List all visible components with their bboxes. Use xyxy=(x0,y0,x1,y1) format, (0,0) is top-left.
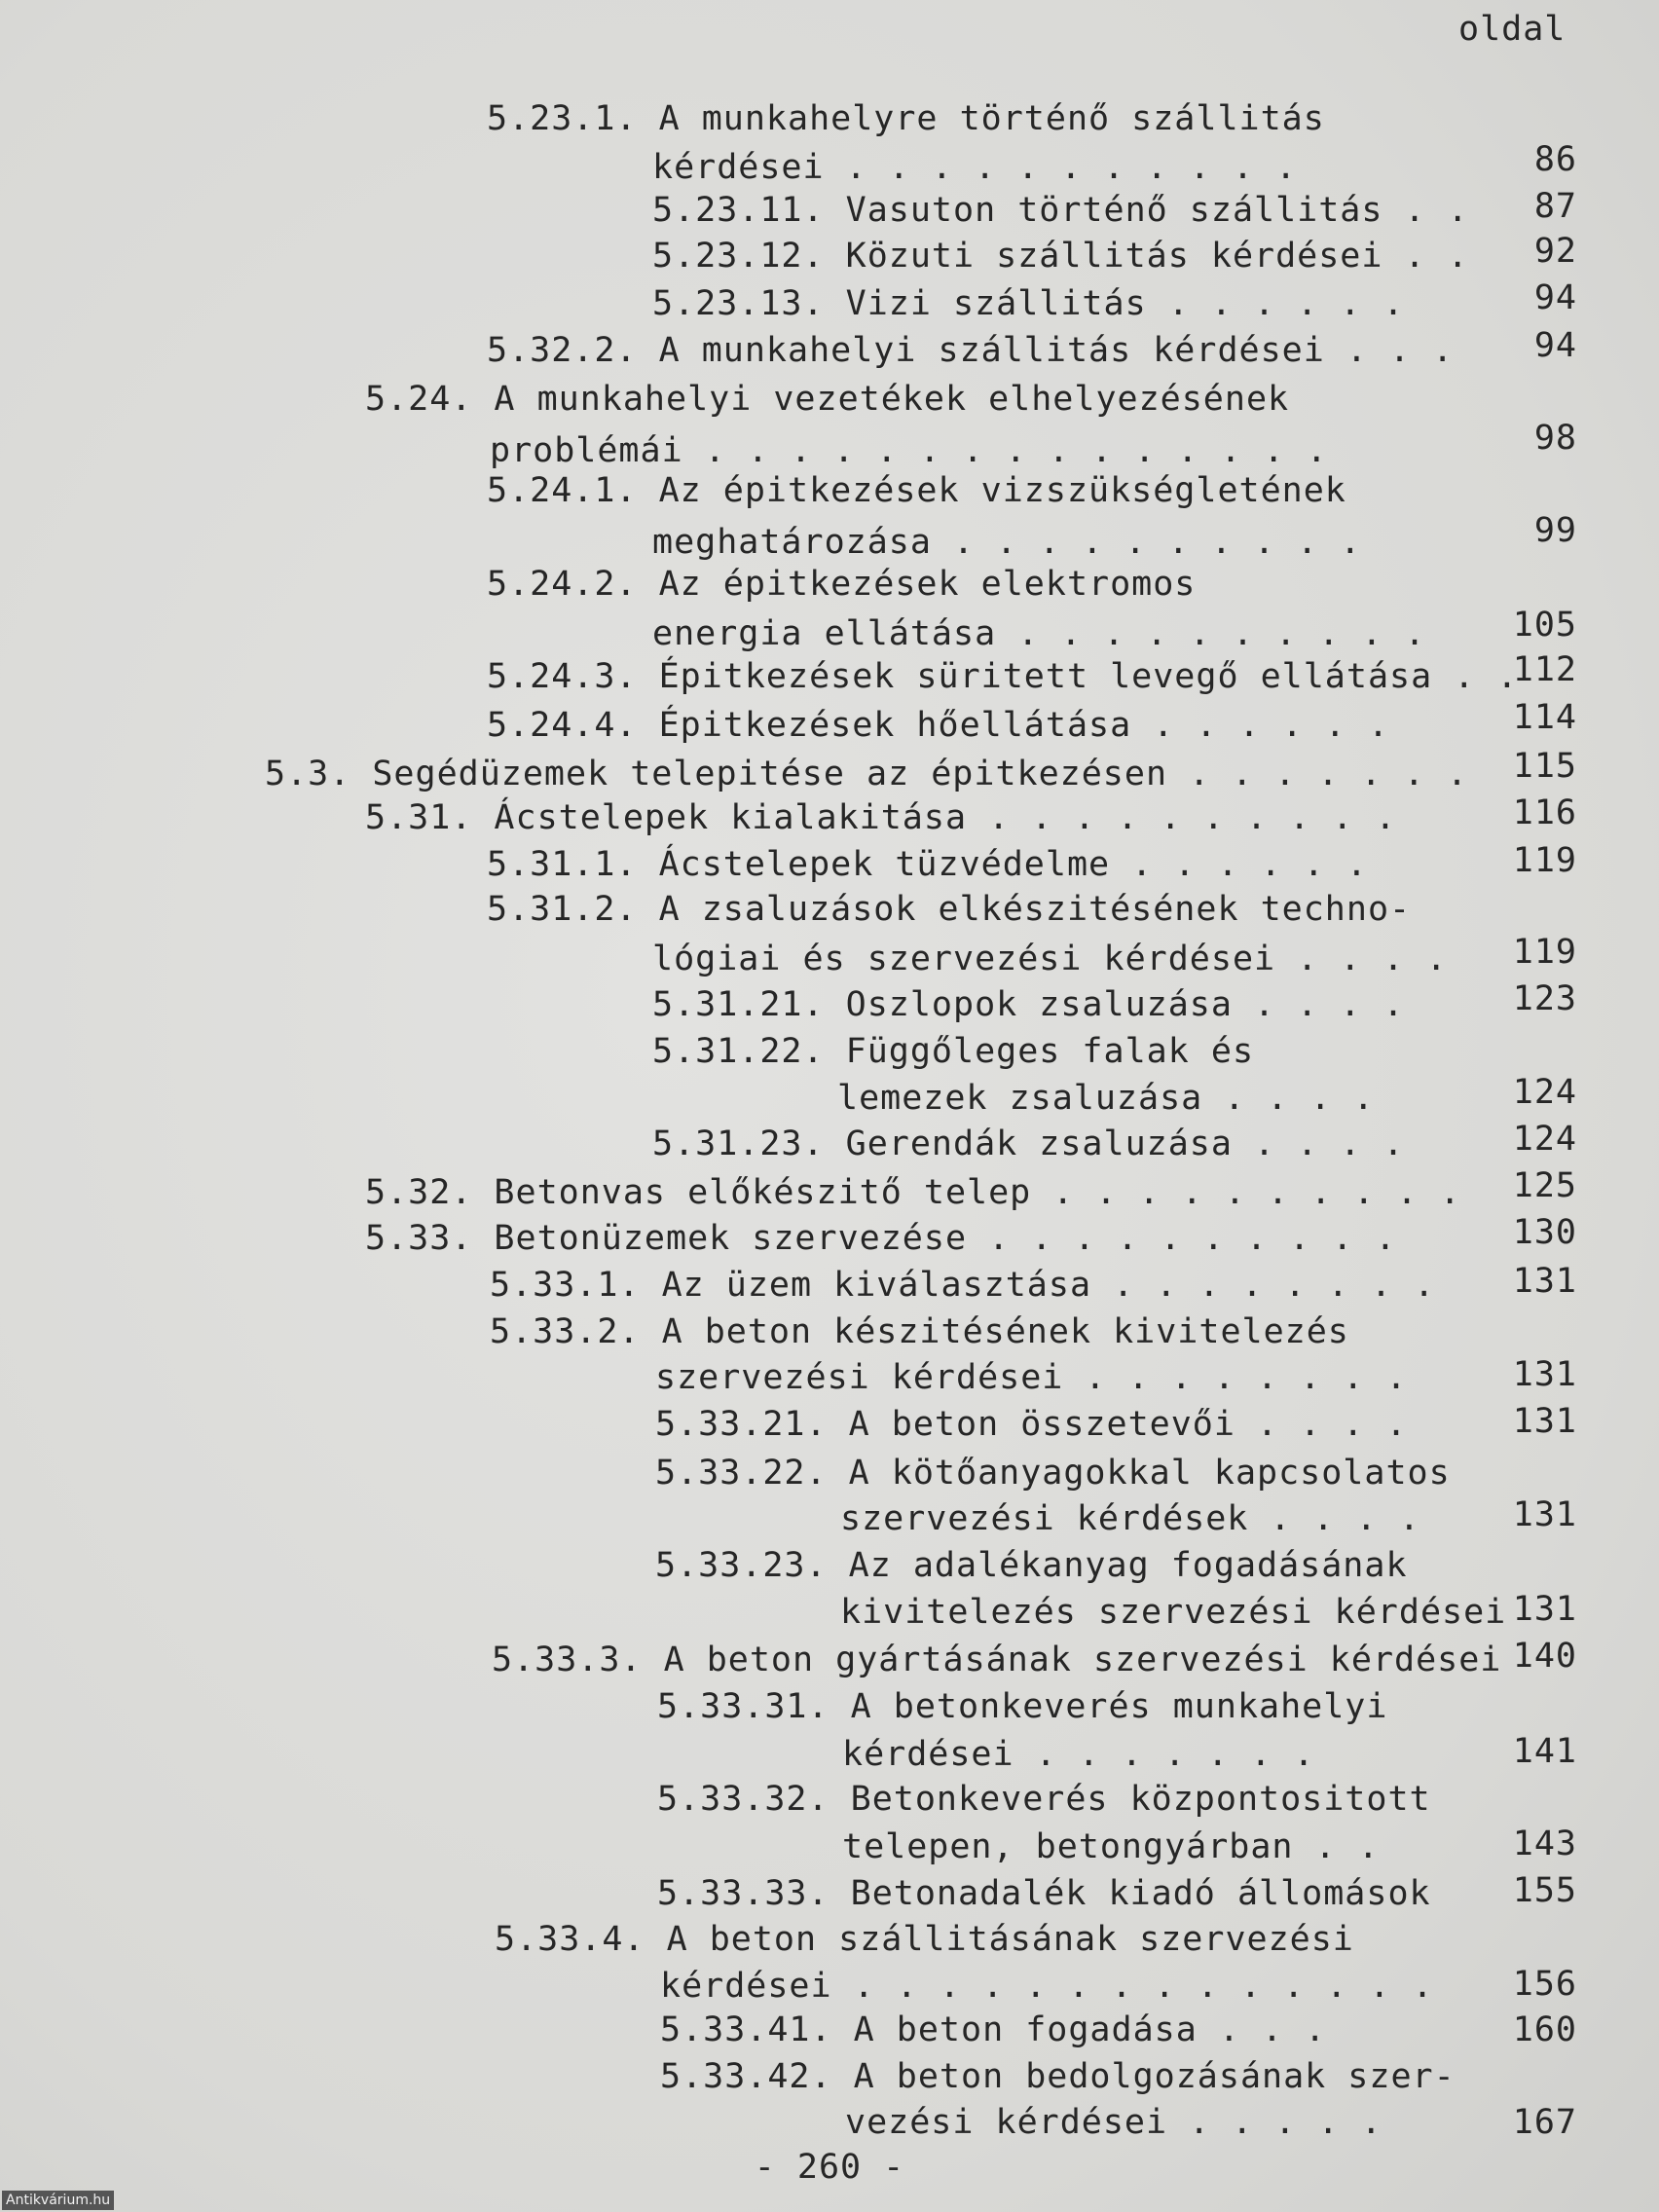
toc-entry-text: problémái . . . . . . . . . . . . . . . xyxy=(490,431,1328,470)
toc-entry-text: 5.32. Betonvas előkészitő telep . . . . . . . . . . xyxy=(365,1173,1461,1212)
toc-entry-text: 5.33.3. A beton gyártásának szervezési kérdései xyxy=(492,1641,1502,1679)
toc-page-number: 143 xyxy=(1512,1825,1577,1863)
toc-page-number: 141 xyxy=(1512,1732,1577,1771)
toc-entry-text: 5.33.33. Betonadalék kiadó állomások xyxy=(657,1874,1431,1913)
toc-entry-text: meghatározása . . . . . . . . . . xyxy=(652,523,1362,562)
toc-entry-text: 5.31.22. Függőleges falak és xyxy=(652,1032,1255,1071)
toc-page-number: 131 xyxy=(1512,1495,1577,1534)
toc-entry-text: 5.3. Segédüzemek telepitése az épitkezésen . . . . . . . xyxy=(265,755,1469,793)
toc-page-number: 131 xyxy=(1512,1355,1577,1394)
toc-entry-text: 5.24.1. Az épitkezések vizszükségletének xyxy=(487,471,1346,510)
toc-entry-text: 5.23.13. Vizi szállitás . . . . . . xyxy=(652,284,1405,323)
toc-entry-text: 5.33.22. A kötőanyagokkal kapcsolatos xyxy=(655,1454,1451,1493)
toc-entry-text: 5.33.21. A beton összetevői . . . . xyxy=(655,1405,1408,1444)
toc-page-number: 119 xyxy=(1512,933,1577,972)
toc-entry-text: 5.33.31. A betonkeverés munkahelyi xyxy=(657,1687,1388,1726)
toc-entry-text: 5.33. Betonüzemek szervezése . . . . . . . . . . xyxy=(365,1219,1397,1258)
toc-page-number: 125 xyxy=(1512,1166,1577,1205)
toc-entry-text: 5.33.32. Betonkeverés központositott xyxy=(657,1780,1431,1819)
toc-entry-text: 5.33.4. A beton szállitásának szervezési xyxy=(495,1920,1354,1959)
watermark-label: Antikvárium.hu xyxy=(2,2191,114,2210)
toc-entry-text: vezési kérdései . . . . . xyxy=(845,2103,1382,2142)
toc-page-number: 119 xyxy=(1512,841,1577,880)
toc-page-number: 131 xyxy=(1512,1262,1577,1301)
toc-page-number: 124 xyxy=(1512,1073,1577,1112)
toc-entry-text: kérdései . . . . . . . . . . . xyxy=(652,148,1298,187)
toc-entry-text: 5.31.23. Gerendák zsaluzása . . . . xyxy=(652,1124,1405,1163)
toc-entry-text: 5.31.21. Oszlopok zsaluzása . . . . xyxy=(652,985,1405,1024)
toc-entry-text: 5.31. Ácstelepek kialakitása . . . . . . . . . . xyxy=(365,798,1397,837)
toc-entry-text: 5.33.42. A beton bedolgozásának szer- xyxy=(660,2057,1456,2096)
toc-page-number: 123 xyxy=(1512,979,1577,1018)
toc-entry-text: szervezési kérdései . . . . . . . . xyxy=(655,1358,1408,1397)
toc-page-number: 92 xyxy=(1533,232,1577,271)
toc-entry-text: kérdései . . . . . . . xyxy=(842,1735,1315,1774)
toc-page-number: 112 xyxy=(1512,650,1577,689)
toc-entry-text: 5.33.2. A beton készitésének kivitelezés xyxy=(490,1312,1349,1351)
toc-page-number: 124 xyxy=(1512,1120,1577,1159)
toc-entry-text: 5.24.4. Épitkezések hőellátása . . . . . . xyxy=(487,706,1390,745)
toc-entry-text: szervezési kérdések . . . . xyxy=(840,1499,1420,1538)
toc-entry-text: 5.24.3. Épitkezések süritett levegő ellátása . . xyxy=(487,657,1519,696)
toc-entry-text: energia ellátása . . . . . . . . . . xyxy=(652,614,1426,653)
toc-page-number: 156 xyxy=(1512,1965,1577,2004)
toc-entry-text: lógiai és szervezési kérdései . . . . xyxy=(652,940,1448,978)
toc-page-number: 86 xyxy=(1533,140,1577,179)
toc-entry-text: 5.31.2. A zsaluzások elkészitésének techno- xyxy=(487,890,1412,929)
toc-entry-text: 5.31.1. Ácstelepek tüzvédelme . . . . . . xyxy=(487,845,1368,884)
page-number-footer: - 260 - xyxy=(754,2148,905,2187)
toc-entry-text: 5.33.23. Az adalékanyag fogadásának xyxy=(655,1546,1408,1585)
toc-page-number: 98 xyxy=(1533,419,1577,458)
toc-page-number: 94 xyxy=(1533,278,1577,317)
toc-entry-text: 5.24. A munkahelyi vezetékek elhelyezésének xyxy=(365,380,1290,419)
toc-page-number: 160 xyxy=(1512,2010,1577,2049)
toc-entry-text: kérdései . . . . . . . . . . . . . . xyxy=(660,1967,1434,2006)
toc-page-number: 99 xyxy=(1533,511,1577,550)
toc-page-number: 116 xyxy=(1512,793,1577,832)
page-column-header: oldal xyxy=(1458,10,1567,49)
toc-entry-text: kivitelezés szervezési kérdései xyxy=(840,1593,1507,1632)
toc-page-number: 114 xyxy=(1512,698,1577,737)
toc-entry-text: 5.24.2. Az épitkezések elektromos xyxy=(487,565,1197,604)
toc-entry-text: telepen, betongyárban . . xyxy=(842,1827,1380,1866)
toc-page-number: 131 xyxy=(1512,1402,1577,1441)
toc-page-number: 94 xyxy=(1533,326,1577,365)
toc-page-number: 167 xyxy=(1512,2103,1577,2142)
toc-page-number: 115 xyxy=(1512,747,1577,786)
toc-page-number: 140 xyxy=(1512,1637,1577,1676)
toc-entry-text: 5.32.2. A munkahelyi szállitás kérdései . . . xyxy=(487,331,1455,370)
toc-entry-text: lemezek zsaluzása . . . . xyxy=(837,1079,1375,1118)
toc-page-number: 155 xyxy=(1512,1871,1577,1910)
toc-entry-text: 5.33.41. A beton fogadása . . . xyxy=(660,2010,1327,2049)
toc-entry-text: 5.23.12. Közuti szállitás kérdései . . xyxy=(652,237,1469,276)
toc-page-number: 130 xyxy=(1512,1213,1577,1252)
toc-page-number: 87 xyxy=(1533,187,1577,226)
toc-page-number: 105 xyxy=(1512,606,1577,645)
toc-entry-text: 5.33.1. Az üzem kiválasztása . . . . . . . . xyxy=(490,1266,1436,1305)
toc-page-number: 131 xyxy=(1512,1590,1577,1629)
toc-entry-text: 5.23.1. A munkahelyre történő szállitás xyxy=(487,99,1325,138)
toc-entry-text: 5.23.11. Vasuton történő szállitás . . xyxy=(652,191,1469,230)
